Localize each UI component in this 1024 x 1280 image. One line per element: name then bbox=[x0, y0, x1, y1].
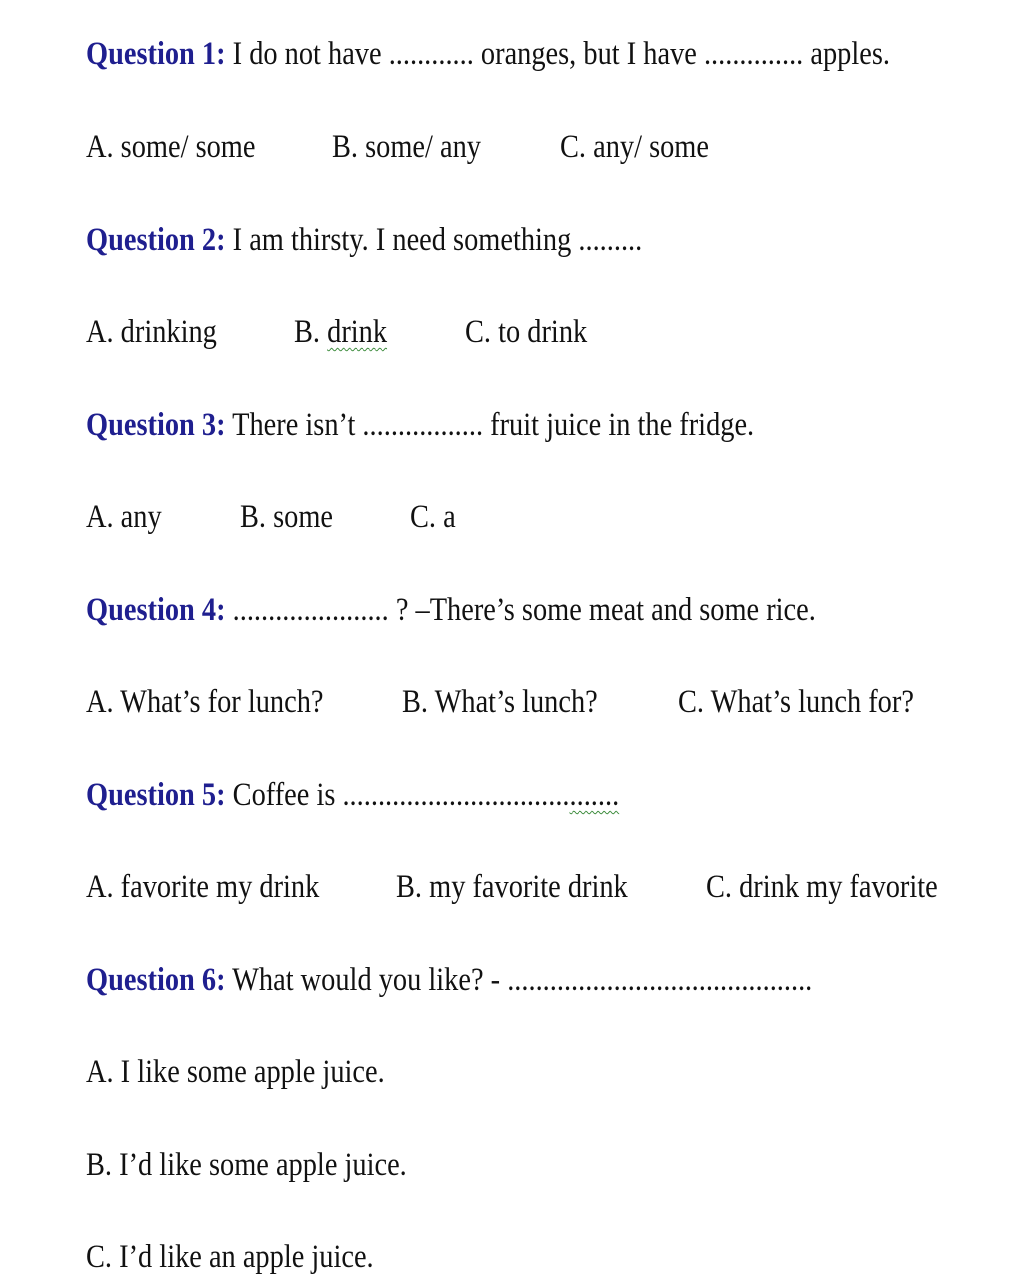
question-5 bbox=[86, 775, 619, 815]
question-4-label: Question 4: bbox=[86, 592, 226, 628]
question-2-text: I am thirsty. I need something ......... bbox=[232, 222, 643, 258]
question-1-label: Question 1: bbox=[86, 36, 226, 72]
question-5-text-tail: ....... bbox=[569, 777, 620, 813]
question-2-label: Question 2: bbox=[86, 222, 226, 258]
question-1-text: I do not have ............ oranges, but I have .............. apples. bbox=[232, 36, 890, 72]
question-5-text: Coffee is ................................ bbox=[232, 777, 570, 813]
question-6 bbox=[86, 960, 812, 1000]
question-3-label: Question 3: bbox=[86, 407, 226, 443]
question-2 bbox=[86, 220, 642, 260]
question-4 bbox=[86, 590, 816, 630]
question-2-option-b: B. drink bbox=[294, 314, 388, 350]
question-2-option-c: C. to drink bbox=[465, 314, 588, 350]
question-3-option-c: C. a bbox=[410, 499, 456, 535]
question-4-option-b: B. What’s lunch? bbox=[402, 684, 598, 720]
question-3-text: There isn’t ................. fruit juice in the fridge. bbox=[232, 407, 755, 443]
question-6-label: Question 6: bbox=[86, 962, 226, 998]
question-3 bbox=[86, 405, 754, 445]
question-1-option-c: C. any/ some bbox=[560, 129, 709, 165]
question-2-option-b-word: drink bbox=[327, 314, 388, 350]
question-5-label: Question 5: bbox=[86, 777, 226, 813]
question-1 bbox=[86, 34, 890, 74]
question-1-option-a: A. some/ some bbox=[86, 129, 256, 165]
question-1-option-b: B. some/ any bbox=[332, 129, 481, 165]
question-6-option-b: B. I’d like some apple juice. bbox=[86, 1147, 407, 1183]
question-4-option-c: C. What’s lunch for? bbox=[678, 684, 914, 720]
question-6-option-a: A. I like some apple juice. bbox=[86, 1054, 385, 1090]
question-5-option-c: C. drink my favorite bbox=[706, 869, 938, 905]
question-2-option-a: A. drinking bbox=[86, 314, 217, 350]
question-4-text: ...................... ? –There’s some meat and some rice. bbox=[232, 592, 816, 628]
question-5-option-b: B. my favorite drink bbox=[396, 869, 628, 905]
question-4-option-a: A. What’s for lunch? bbox=[86, 684, 324, 720]
question-6-option-c: C. I’d like an apple juice. bbox=[86, 1239, 374, 1275]
question-5-option-a: A. favorite my drink bbox=[86, 869, 320, 905]
question-6-text: What would you like? - ........................................... bbox=[232, 962, 813, 998]
question-3-option-a: A. any bbox=[86, 499, 162, 535]
question-3-option-b: B. some bbox=[240, 499, 334, 535]
